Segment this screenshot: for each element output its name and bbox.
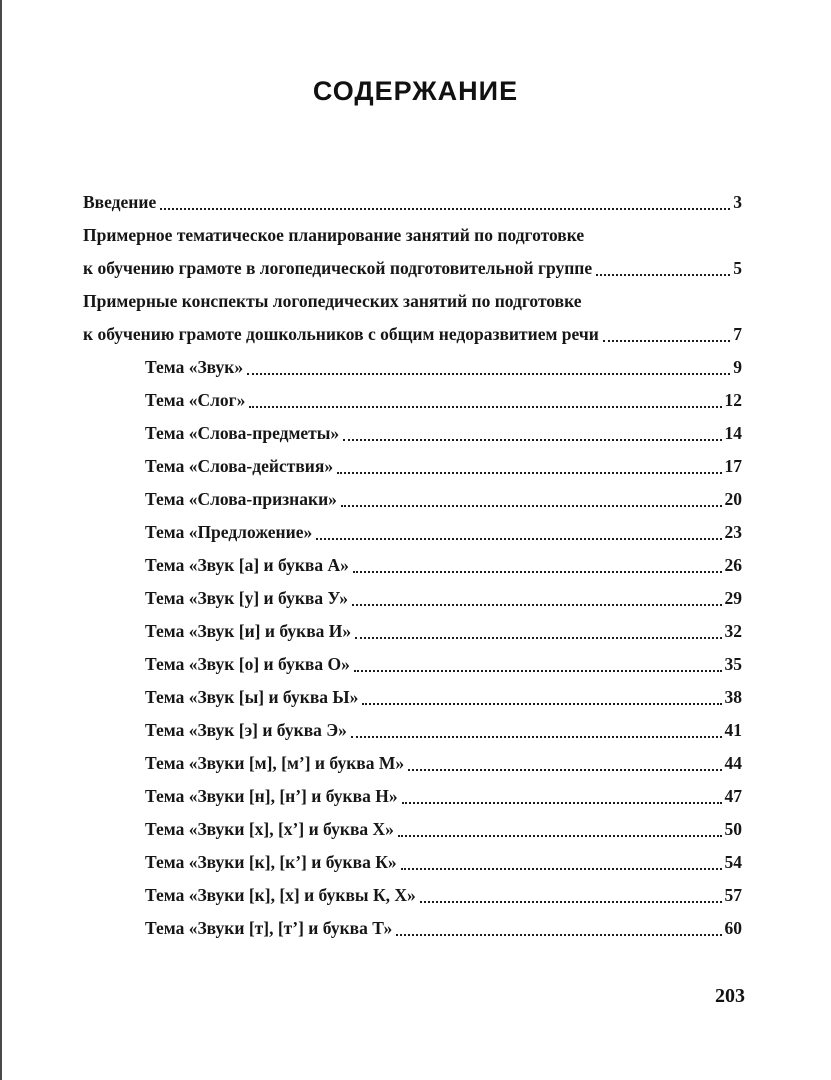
toc-entry-text: Тема «Слова-действия»: [145, 456, 334, 476]
toc-entry: [83, 384, 742, 417]
toc-page-number: 5: [733, 258, 742, 278]
page-number: 203: [715, 985, 745, 1007]
dot-leader: [398, 813, 722, 837]
toc-entry-text: Тема «Звук [о] и буква О»: [145, 654, 350, 674]
toc-page-number: 57: [724, 885, 742, 905]
toc-entry: [83, 450, 742, 483]
toc-entry-text: Тема «Звук»: [145, 357, 244, 377]
toc-entry-text: Тема «Звук [и] и буква И»: [145, 621, 352, 641]
toc-entry-text: Тема «Звуки [к], [к’] и буква К»: [145, 852, 397, 872]
toc-line: [145, 813, 742, 846]
dot-leader: [354, 648, 722, 672]
toc-entry-text: Тема «Звуки [н], [н’] и буква Н»: [145, 786, 398, 806]
toc-page-number: 23: [724, 522, 742, 542]
toc-entry: [83, 912, 742, 945]
toc-entry: [83, 549, 742, 582]
toc-page-number: 3: [733, 192, 742, 212]
dot-leader: [420, 879, 722, 903]
toc-page-number: 60: [724, 918, 742, 938]
toc-line: [145, 516, 742, 549]
toc-entry-text: Введение: [83, 192, 157, 212]
toc-entry: [83, 483, 742, 516]
toc-page-number: 41: [724, 720, 742, 740]
toc-entry: [83, 417, 742, 450]
toc-entry-text: Тема «Звук [э] и буква Э»: [145, 720, 347, 740]
toc-line: [83, 318, 742, 351]
toc-line: [145, 912, 742, 945]
toc-page-number: 20: [724, 489, 742, 509]
toc-page-number: 47: [724, 786, 742, 806]
toc-entry: [83, 219, 742, 285]
dot-leader: [247, 351, 730, 375]
toc-line: [145, 879, 742, 912]
toc-line: [145, 417, 742, 450]
toc-page-number: 32: [724, 621, 742, 641]
toc-entry-text: Тема «Звук [ы] и буква Ы»: [145, 687, 359, 707]
toc-entry: [83, 582, 742, 615]
toc-entry-text: Тема «Слог»: [145, 390, 246, 410]
dot-leader: [351, 714, 722, 738]
dot-leader: [408, 747, 721, 771]
toc-list: [83, 186, 742, 945]
toc-line: [83, 285, 742, 318]
toc-line: [145, 648, 742, 681]
toc-line: [145, 681, 742, 714]
dot-leader: [603, 318, 730, 342]
toc-line: [145, 780, 742, 813]
scan-edge-line: [0, 0, 2, 1080]
toc-line: [145, 846, 742, 879]
dot-leader: [401, 846, 722, 870]
dot-leader: [341, 483, 722, 507]
toc-line: [145, 615, 742, 648]
dot-leader: [352, 582, 722, 606]
toc-entry-text: Тема «Звуки [х], [х’] и буква Х»: [145, 819, 394, 839]
dot-leader: [396, 912, 721, 936]
toc-line: [83, 219, 742, 252]
toc-line: [145, 747, 742, 780]
toc-entry: [83, 351, 742, 384]
dot-leader: [402, 780, 722, 804]
toc-line: [145, 483, 742, 516]
dot-leader: [355, 615, 721, 639]
toc-line: [145, 714, 742, 747]
toc-entry-text: Тема «Звук [у] и буква У»: [145, 588, 348, 608]
toc-entry: [83, 186, 742, 219]
toc-page-number: 9: [733, 357, 742, 377]
toc-line: [145, 450, 742, 483]
toc-line: [83, 186, 742, 219]
toc-page-number: 7: [733, 324, 742, 344]
toc-page-number: 12: [724, 390, 742, 410]
toc-entry: [83, 681, 742, 714]
toc-page-number: 29: [724, 588, 742, 608]
toc-page-number: 54: [724, 852, 742, 872]
toc-entry-text: Тема «Слова-предметы»: [145, 423, 340, 443]
dot-leader: [249, 384, 721, 408]
toc-entry-text: Примерные конспекты логопедических занятий по подготовке: [83, 291, 582, 311]
toc-page-number: 17: [724, 456, 742, 476]
dot-leader: [160, 186, 730, 210]
toc-entry: [83, 813, 742, 846]
toc-entry-text: Примерное тематическое планирование занятий по подготовке: [83, 225, 585, 245]
page-title: СОДЕРЖАНИЕ: [312, 76, 519, 106]
toc-entry-text: Тема «Предложение»: [145, 522, 313, 542]
toc-entry: [83, 846, 742, 879]
toc-entry: [83, 615, 742, 648]
toc-page-number: 26: [724, 555, 742, 575]
dot-leader: [343, 417, 721, 441]
dot-leader: [316, 516, 721, 540]
dot-leader: [353, 549, 722, 573]
toc-entry: [83, 879, 742, 912]
toc-entry-text: Тема «Звуки [к], [х] и буквы К, Х»: [145, 885, 416, 905]
toc-page-number: 50: [724, 819, 742, 839]
toc-page-number: 38: [724, 687, 742, 707]
dot-leader: [337, 450, 721, 474]
toc-page-number: 44: [724, 753, 742, 773]
toc-entry: [83, 285, 742, 351]
toc-entry-text: Тема «Звуки [м], [м’] и буква М»: [145, 753, 405, 773]
toc-page-number: 35: [724, 654, 742, 674]
toc-entry-text: к обучению грамоте в логопедической подготовительной группе: [83, 258, 593, 278]
toc-entry: [83, 516, 742, 549]
dot-leader: [362, 681, 721, 705]
toc-entry: [83, 648, 742, 681]
toc-line: [83, 252, 742, 285]
toc-entry: [83, 747, 742, 780]
toc-entry: [83, 780, 742, 813]
dot-leader: [596, 252, 730, 276]
toc-line: [145, 582, 742, 615]
toc-line: [145, 384, 742, 417]
toc-line: [145, 351, 742, 384]
toc-entry: [83, 714, 742, 747]
toc-page-number: 14: [724, 423, 742, 443]
toc-entry-text: Тема «Звуки [т], [т’] и буква Т»: [145, 918, 393, 938]
toc-entry-text: Тема «Звук [а] и буква А»: [145, 555, 349, 575]
toc-entry-text: к обучению грамоте дошкольников с общим недоразвитием речи: [83, 324, 599, 344]
toc-entry-text: Тема «Слова-признаки»: [145, 489, 337, 509]
toc-line: [145, 549, 742, 582]
